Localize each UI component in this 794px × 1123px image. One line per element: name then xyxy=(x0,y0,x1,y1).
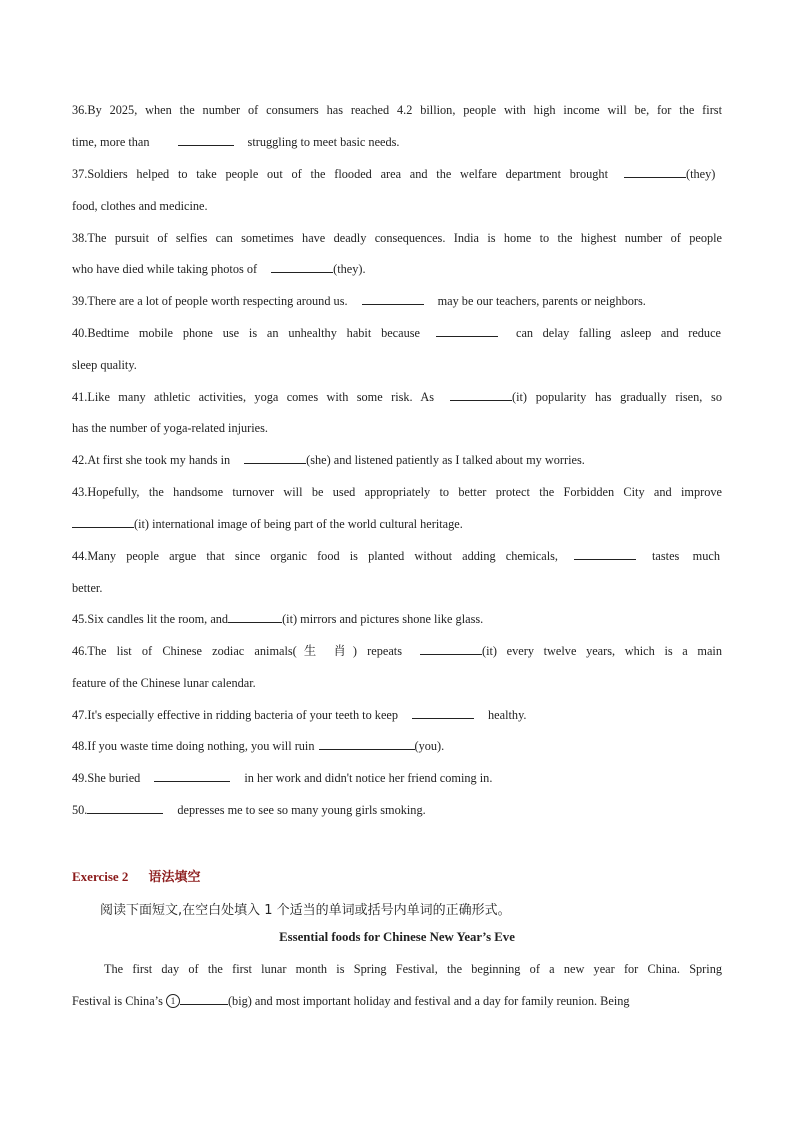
q43-text: 43.Hopefully, the handsome turnover will be used appropriately to better protect the Forbidden City and improve xyxy=(72,485,722,499)
q49-line1 xyxy=(72,770,722,786)
answer-blank[interactable] xyxy=(178,134,234,146)
q37-line2 xyxy=(72,198,722,214)
blank-number-circle: 1 xyxy=(166,994,180,1008)
answer-blank[interactable] xyxy=(154,770,230,782)
q40-text2: can delay falling asleep and reduce xyxy=(516,326,721,340)
q37-line1 xyxy=(72,166,722,182)
q42-line1 xyxy=(72,452,722,468)
q36-line1 xyxy=(72,102,722,118)
q43-line2 xyxy=(72,516,722,532)
q50-text2: depresses me to see so many young girls smoking. xyxy=(177,803,426,817)
q40-text3: sleep quality. xyxy=(72,358,137,372)
answer-blank[interactable] xyxy=(412,707,474,719)
exercise-title-cn: 语法填空 xyxy=(148,870,201,885)
q37-text2: food, clothes and medicine. xyxy=(72,199,208,213)
q36-text2: time, more than xyxy=(72,135,150,149)
q41-line1 xyxy=(72,389,722,405)
q36-text: 36.By 2025, when the number of consumers has reached 4.2 billion, people with high income will be, for the first xyxy=(72,103,722,117)
q38-hint: (they). xyxy=(333,262,366,276)
q40-text: 40.Bedtime mobile phone use is an unhealthy habit because xyxy=(72,326,420,340)
passage-title: Essential foods for Chinese New Year’s Eve xyxy=(279,930,515,944)
q46-text2: (it) every twelve years, which is a main xyxy=(482,644,722,658)
q45-line1 xyxy=(72,611,722,627)
q44-text2: tastes much xyxy=(652,549,720,563)
q50-line1 xyxy=(72,802,722,818)
q44-line2 xyxy=(72,580,722,596)
answer-blank[interactable] xyxy=(244,452,306,464)
answer-blank[interactable] xyxy=(228,611,282,623)
passage-text3: (big) and most important holiday and festival and a day for family reunion. Being xyxy=(227,994,630,1008)
answer-blank[interactable] xyxy=(72,516,134,528)
q47-text: 47.It's especially effective in ridding bacteria of your teeth to keep xyxy=(72,708,399,722)
q41-text2: (it) popularity has gradually risen, so xyxy=(512,390,722,404)
q38-line1 xyxy=(72,230,722,246)
q45-text2: (it) mirrors and pictures shone like glass. xyxy=(282,612,484,626)
q49-text2: in her work and didn't notice her friend coming in. xyxy=(244,771,493,785)
q45-text: 45.Six candles lit the room, and xyxy=(72,612,229,626)
q41-text3: has the number of yoga-related injuries. xyxy=(72,421,268,435)
q37-hint: (they) xyxy=(686,167,716,181)
q46-line1 xyxy=(72,643,722,659)
q43-text2: (it) international image of being part of the world cultural heritage. xyxy=(134,517,463,531)
answer-blank[interactable] xyxy=(436,325,498,337)
answer-blank[interactable] xyxy=(87,802,163,814)
q41-line2 xyxy=(72,420,722,436)
q36-line2 xyxy=(72,134,722,150)
answer-blank[interactable] xyxy=(319,738,415,750)
q46-line2 xyxy=(72,675,722,691)
q47-text2: healthy. xyxy=(488,708,527,722)
exercise-label: Exercise 2 xyxy=(72,869,129,884)
answer-blank[interactable] xyxy=(180,993,228,1005)
q39-text: 39.There are a lot of people worth respecting around us. xyxy=(72,294,348,308)
passage-line2 xyxy=(72,993,722,1009)
q37-text: 37.Soldiers helped to take people out of the flooded area and the welfare department brought xyxy=(72,167,608,181)
q42-text: 42.At first she took my hands in xyxy=(72,453,231,467)
exercise-instruction: 阅读下面短文,在空白处填入 1 个适当的单词或括号内单词的正确形式。 xyxy=(100,903,511,918)
q48-hint: (you). xyxy=(414,739,445,753)
q48-text: 48.If you waste time doing nothing, you will ruin xyxy=(72,739,315,753)
q36-text3: struggling to meet basic needs. xyxy=(247,135,400,149)
q46-text3: feature of the Chinese lunar calendar. xyxy=(72,676,256,690)
q44-text: 44.Many people argue that since organic food is planted without adding chemicals, xyxy=(72,549,558,563)
q38-line2 xyxy=(72,261,722,277)
answer-blank[interactable] xyxy=(450,389,512,401)
q47-line1 xyxy=(72,707,722,723)
passage-text: The first day of the first lunar month is Spring Festival, the beginning of a new year for China. Spring xyxy=(104,962,722,976)
answer-blank[interactable] xyxy=(624,166,686,178)
q41-text: 41.Like many athletic activities, yoga comes with some risk. As xyxy=(72,390,434,404)
q43-line1 xyxy=(72,484,722,500)
q39-line1 xyxy=(72,293,722,309)
q46-text: 46.The list of Chinese zodiac animals(生 肖) repeats xyxy=(72,644,402,658)
passage-text2: Festival is China’s xyxy=(72,994,163,1008)
q44-text3: better. xyxy=(72,581,103,595)
q44-line1 xyxy=(72,548,722,564)
q40-line1 xyxy=(72,325,722,341)
q38-text2: who have died while taking photos of xyxy=(72,262,258,276)
q40-line2 xyxy=(72,357,722,373)
exercise-heading xyxy=(72,866,200,885)
q49-text: 49.She buried xyxy=(72,771,141,785)
q48-line1 xyxy=(72,738,722,754)
q42-text2: (she) and listened patiently as I talked about my worries. xyxy=(306,453,585,467)
q38-text: 38.The pursuit of selfies can sometimes have deadly consequences. India is home to the highest number of people xyxy=(72,231,722,245)
answer-blank[interactable] xyxy=(271,261,333,273)
q50-text: 50. xyxy=(72,803,88,817)
answer-blank[interactable] xyxy=(362,293,424,305)
passage-line1 xyxy=(72,961,722,977)
q39-text2: may be our teachers, parents or neighbors. xyxy=(437,294,646,308)
answer-blank[interactable] xyxy=(420,643,482,655)
answer-blank[interactable] xyxy=(574,548,636,560)
